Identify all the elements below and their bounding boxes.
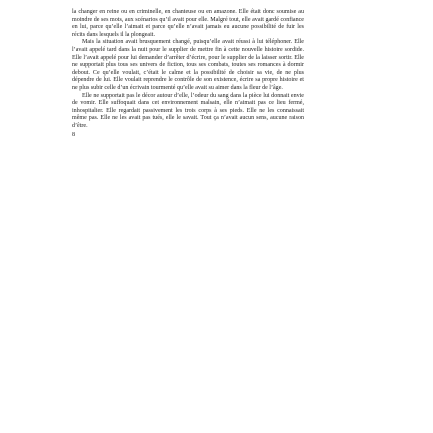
paragraph-2: Mais la situation avait brusquement changé, puisqu’elle avait réussi à lui téléphoner. Elle l’avait appelé tard dans la nuit pour le supplier de mettre fin à cette nouvelle histoire sordide. Elle l’avait appelé pour lui demander d’arrêter d’écrire, pour le supplier de la laisser sortir. Elle ne supportait plus tous ses univers de fiction, tous ses combats, toutes ses romances à dormir debout. Ce qu’elle voulait, c’était le calme et la possibilité de choisir sa vie, de ne plus dépendre de lui. Elle voulait reprendre le contrôle de son existence, écrire sa propre histoire et ne plus subir celle d’un écrivain tourmenté qu’elle avait su aimer dans la fleur de l’âge. [72,39,304,91]
paragraph-3: Elle ne supportait pas le décor autour d’elle, l’odeur du sang dans la pièce lui donnait envie de vomir. Elle suffoquait dans cet environnement malsain, elle n’aimait pas ce lieu fermé, inhospitalier. Elle regardait passivement les trois corps à ses pieds. Elle ne les connaissait même pas. Elle ne les avait pas tués, elle le savait. Tout ça n’avait aucun sens, aucune raison d’être. [72,92,304,129]
paragraph-1: la changer en reine ou en criminelle, en chanteuse ou en amazone. Elle était donc soumise au moindre de ses mots, aux scénarios qu’il avait pour elle. Malgré tout, elle avait gardé confiance en lui, parce qu’elle l’aimait et parce qu’elle n’avait jamais eu aucune possibilité de fuir les récits dans lesquels il la plongeait. [72,9,304,38]
document-page [72,9,304,429]
page-number: 8 [72,131,76,138]
